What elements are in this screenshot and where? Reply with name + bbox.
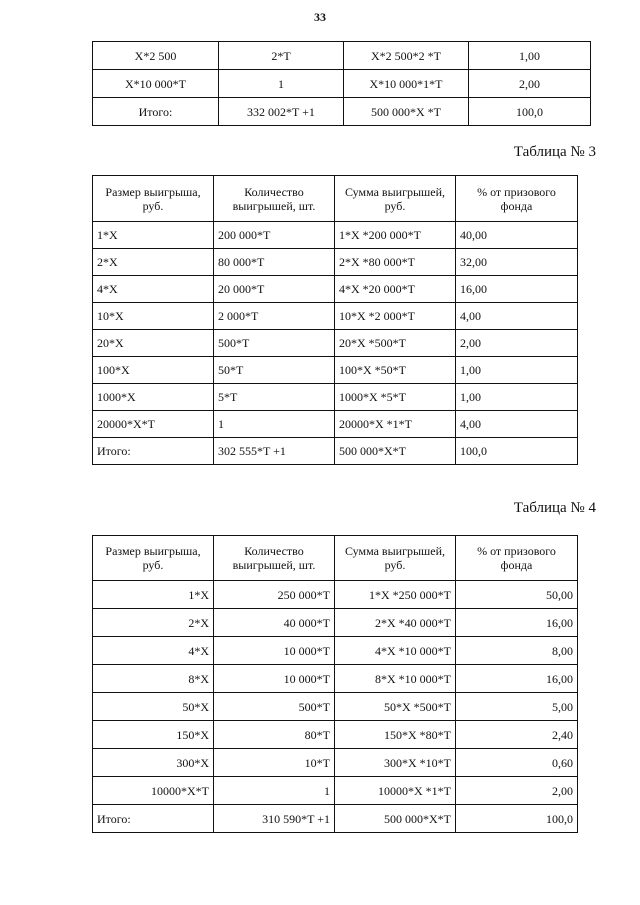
prize-count-cell: 500*T [214, 693, 335, 721]
prize-size-cell: 4*X [93, 276, 214, 303]
prize-count-cell: 2 000*T [214, 303, 335, 330]
fund-percent-cell: 2,00 [456, 330, 578, 357]
header-fund-percent: % от призового фонда [456, 536, 578, 581]
fund-percent-cell: 8,00 [456, 637, 578, 665]
prize-sum-cell: X*10 000*1*T [344, 70, 469, 98]
header-prize-size: Размер выигрыша, руб. [93, 536, 214, 581]
prize-count-cell: 20 000*T [214, 276, 335, 303]
prize-count-cell: 5*T [214, 384, 335, 411]
table-row [93, 70, 591, 98]
prize-count-cell: 50*T [214, 357, 335, 384]
table-header-row [93, 536, 578, 581]
prize-sum-cell: 300*X *10*T [335, 749, 456, 777]
prize-size-cell: 1*X [93, 581, 214, 609]
fund-percent-cell: 1,00 [469, 42, 591, 70]
header-prize-count: Количество выигрышей, шт. [214, 176, 335, 222]
table-row [93, 222, 578, 249]
prize-size-cell: 2*X [93, 249, 214, 276]
prize-size-cell: 1*X [93, 222, 214, 249]
prize-count-cell: 10 000*T [214, 665, 335, 693]
table-row [93, 609, 578, 637]
header-prize-sum: Сумма выигрышей, руб. [335, 536, 456, 581]
prize-size-cell: 10000*X*T [93, 777, 214, 805]
prize-count-cell: 500*T [214, 330, 335, 357]
prize-size-cell: 20*X [93, 330, 214, 357]
prize-table-4 [92, 535, 578, 833]
page-number: 33 [314, 10, 326, 24]
fund-percent-cell: 1,00 [456, 357, 578, 384]
prize-sum-cell: 50*X *500*T [335, 693, 456, 721]
table-row [93, 249, 578, 276]
prize-size-cell: X*10 000*T [93, 70, 219, 98]
fund-percent-cell: 100,0 [456, 805, 578, 833]
prize-size-cell: Итого: [93, 805, 214, 833]
prize-table-3 [92, 175, 578, 465]
prize-count-cell: 310 590*T +1 [214, 805, 335, 833]
table-3-caption: Таблица № 3 [513, 144, 596, 160]
table-row [93, 581, 578, 609]
fund-percent-cell: 100,0 [469, 98, 591, 126]
table-row [93, 805, 578, 833]
prize-sum-cell: 10000*X *1*T [335, 777, 456, 805]
prize-count-cell: 1 [219, 70, 344, 98]
fund-percent-cell: 16,00 [456, 665, 578, 693]
prize-count-cell: 2*T [219, 42, 344, 70]
prize-sum-cell: 2*X *40 000*T [335, 609, 456, 637]
fund-percent-cell: 16,00 [456, 609, 578, 637]
fund-percent-cell: 50,00 [456, 581, 578, 609]
table-row [93, 665, 578, 693]
table-row [93, 357, 578, 384]
prize-sum-cell: 1000*X *5*T [335, 384, 456, 411]
table-header-row [93, 176, 578, 222]
table-row [93, 411, 578, 438]
fund-percent-cell: 2,00 [469, 70, 591, 98]
fund-percent-cell: 1,00 [456, 384, 578, 411]
table-row [93, 384, 578, 411]
prize-sum-cell: 10*X *2 000*T [335, 303, 456, 330]
fund-percent-cell: 16,00 [456, 276, 578, 303]
header-prize-sum: Сумма выигрышей, руб. [335, 176, 456, 222]
prize-size-cell: Итого: [93, 438, 214, 465]
prize-sum-cell: 1*X *250 000*T [335, 581, 456, 609]
prize-size-cell: 10*X [93, 303, 214, 330]
prize-sum-cell: 2*X *80 000*T [335, 249, 456, 276]
fund-percent-cell: 100,0 [456, 438, 578, 465]
prize-count-cell: 10 000*T [214, 637, 335, 665]
prize-size-cell: Итого: [93, 98, 219, 126]
prize-sum-cell: 20000*X *1*T [335, 411, 456, 438]
prize-sum-cell: 500 000*X *T [344, 98, 469, 126]
table-row [93, 98, 591, 126]
fund-percent-cell: 40,00 [456, 222, 578, 249]
prize-count-cell: 250 000*T [214, 581, 335, 609]
header-prize-size: Размер выигрыша, руб. [93, 176, 214, 222]
prize-size-cell: 300*X [93, 749, 214, 777]
prize-sum-cell: 500 000*X*T [335, 438, 456, 465]
table-row [93, 303, 578, 330]
table-row [93, 330, 578, 357]
prize-size-cell: 4*X [93, 637, 214, 665]
prize-sum-cell: 8*X *10 000*T [335, 665, 456, 693]
prize-sum-cell: 500 000*X*T [335, 805, 456, 833]
table-4-caption: Таблица № 4 [513, 500, 596, 516]
prize-size-cell: 1000*X [93, 384, 214, 411]
header-prize-count: Количество выигрышей, шт. [214, 536, 335, 581]
fund-percent-cell: 4,00 [456, 303, 578, 330]
fund-percent-cell: 4,00 [456, 411, 578, 438]
prize-count-cell: 80*T [214, 721, 335, 749]
table-row [93, 276, 578, 303]
fund-percent-cell: 2,40 [456, 721, 578, 749]
prize-table-2-continuation [92, 41, 591, 126]
prize-count-cell: 200 000*T [214, 222, 335, 249]
prize-size-cell: 8*X [93, 665, 214, 693]
prize-count-cell: 1 [214, 777, 335, 805]
prize-count-cell: 40 000*T [214, 609, 335, 637]
prize-size-cell: 100*X [93, 357, 214, 384]
prize-size-cell: X*2 500 [93, 42, 219, 70]
prize-sum-cell: 4*X *10 000*T [335, 637, 456, 665]
fund-percent-cell: 2,00 [456, 777, 578, 805]
prize-count-cell: 1 [214, 411, 335, 438]
table-row [93, 693, 578, 721]
table-row [93, 438, 578, 465]
prize-sum-cell: 1*X *200 000*T [335, 222, 456, 249]
prize-sum-cell: X*2 500*2 *T [344, 42, 469, 70]
prize-count-cell: 80 000*T [214, 249, 335, 276]
prize-count-cell: 302 555*T +1 [214, 438, 335, 465]
prize-count-cell: 332 002*T +1 [219, 98, 344, 126]
prize-sum-cell: 4*X *20 000*T [335, 276, 456, 303]
table-row [93, 749, 578, 777]
prize-sum-cell: 150*X *80*T [335, 721, 456, 749]
header-fund-percent: % от призового фонда [456, 176, 578, 222]
fund-percent-cell: 0,60 [456, 749, 578, 777]
prize-size-cell: 2*X [93, 609, 214, 637]
fund-percent-cell: 5,00 [456, 693, 578, 721]
prize-size-cell: 150*X [93, 721, 214, 749]
fund-percent-cell: 32,00 [456, 249, 578, 276]
prize-sum-cell: 20*X *500*T [335, 330, 456, 357]
prize-sum-cell: 100*X *50*T [335, 357, 456, 384]
prize-size-cell: 20000*X*T [93, 411, 214, 438]
table-row [93, 42, 591, 70]
prize-size-cell: 50*X [93, 693, 214, 721]
table-row [93, 777, 578, 805]
prize-count-cell: 10*T [214, 749, 335, 777]
table-row [93, 637, 578, 665]
table-row [93, 721, 578, 749]
